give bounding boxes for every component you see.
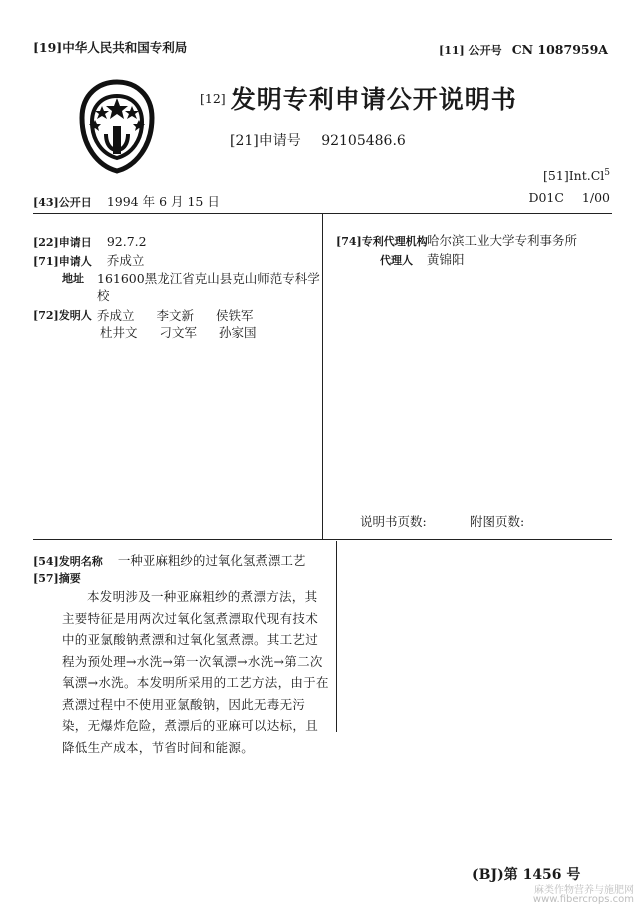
application-number: 92105486.6 [321, 133, 406, 149]
publication-date: 1994 年 6 月 15 日 [106, 194, 220, 209]
classification-code: D01C [528, 190, 564, 205]
inventor-row-2 [100, 323, 257, 341]
patent-agency: 哈尔滨工业大学专利事务所 [427, 233, 578, 248]
publication-date-label: [43]公开日 [33, 196, 92, 209]
application-number-row [230, 130, 406, 150]
emblem-icon [74, 76, 160, 176]
invention-name-row [33, 550, 305, 569]
abstract-right-divider [336, 541, 337, 732]
inventor-name: 孙家国 [219, 325, 257, 340]
inventor-name: 李文新 [156, 308, 195, 323]
application-number-label: [21]申请号 [230, 133, 301, 149]
publication-number: CN 1087959A [511, 42, 608, 57]
address-label: 地址 [62, 272, 84, 285]
agent-label: 代理人 [380, 254, 413, 267]
document-title: 发明专利申请公开说明书 [230, 85, 517, 114]
filing-date-row [33, 231, 147, 250]
applicant-row [33, 250, 144, 269]
watermark-url: www.fibercrops.com [532, 894, 634, 905]
classification-code-row [528, 190, 610, 205]
table-bottom-line [33, 539, 612, 540]
publication-number-label: [11] 公开号 [439, 44, 502, 57]
national-emblem [74, 76, 160, 176]
int-classification-label: [51]Int.Cl [543, 168, 605, 184]
invention-name-label: [54]发明名称 [33, 555, 103, 568]
int-classification-edition: 5 [604, 168, 610, 178]
invention-name: 一种亚麻粗纱的过氧化氢煮漂工艺 [117, 553, 306, 568]
inventors-label: [72]发明人 [33, 309, 92, 322]
inventor-name: 刁文军 [159, 325, 198, 340]
watermark-site-name: 麻类作物营养与施肥网 [534, 885, 634, 896]
document-title-row [200, 80, 517, 116]
applicant-name: 乔成立 [106, 253, 145, 268]
patent-agency-label: [74]专利代理机构 [336, 235, 428, 248]
filing-date-label: [22]申请日 [33, 236, 92, 249]
spec-pages-label: 说明书页数: [360, 514, 427, 529]
inventor-row-1 [97, 306, 254, 324]
classification-subcode: 1/00 [581, 190, 610, 205]
address-line-2: 校 [97, 288, 110, 303]
inventor-name: 杜井文 [100, 325, 138, 340]
abstract-text: 本发明涉及一种亚麻粗纱的煮漂方法，其主要特征是用两次过氧化氢煮漂取代现有技术中的亚氯酸钠煮漂和过氧化氢煮漂。其工艺过程为预处理→水洗→第一次氧漂→水洗→第二次氧漂→水洗。本发明所采用的工艺方法，由于在煮漂过程中不使用亚氯酸钠，因此无毒无污染，无爆炸危险，煮漂后的亚麻可以达标，且降低生产成本，节省时间和能源。 [62, 589, 329, 755]
table-center-divider [322, 213, 323, 539]
issuing-office: [19]中华人民共和国专利局 [33, 40, 188, 55]
inventor-name: 侯铁军 [216, 308, 254, 323]
agent-name: 黄锦阳 [427, 252, 465, 267]
footer-document-number: (BJ)第 1456 号 [472, 867, 581, 883]
publication-number-block [439, 39, 608, 58]
abstract-label: [57]摘要 [33, 572, 81, 585]
int-classification [543, 168, 610, 183]
figure-pages-label: 附图页数: [470, 514, 525, 529]
address-line-1: 161600黑龙江省克山县克山师范专科学 [97, 271, 320, 286]
publication-date-row [33, 191, 220, 210]
inventor-name: 乔成立 [97, 308, 135, 323]
applicant-label: [71]申请人 [33, 255, 92, 268]
filing-date: 92.7.2 [106, 234, 147, 249]
document-type-code: [12] [200, 91, 226, 106]
